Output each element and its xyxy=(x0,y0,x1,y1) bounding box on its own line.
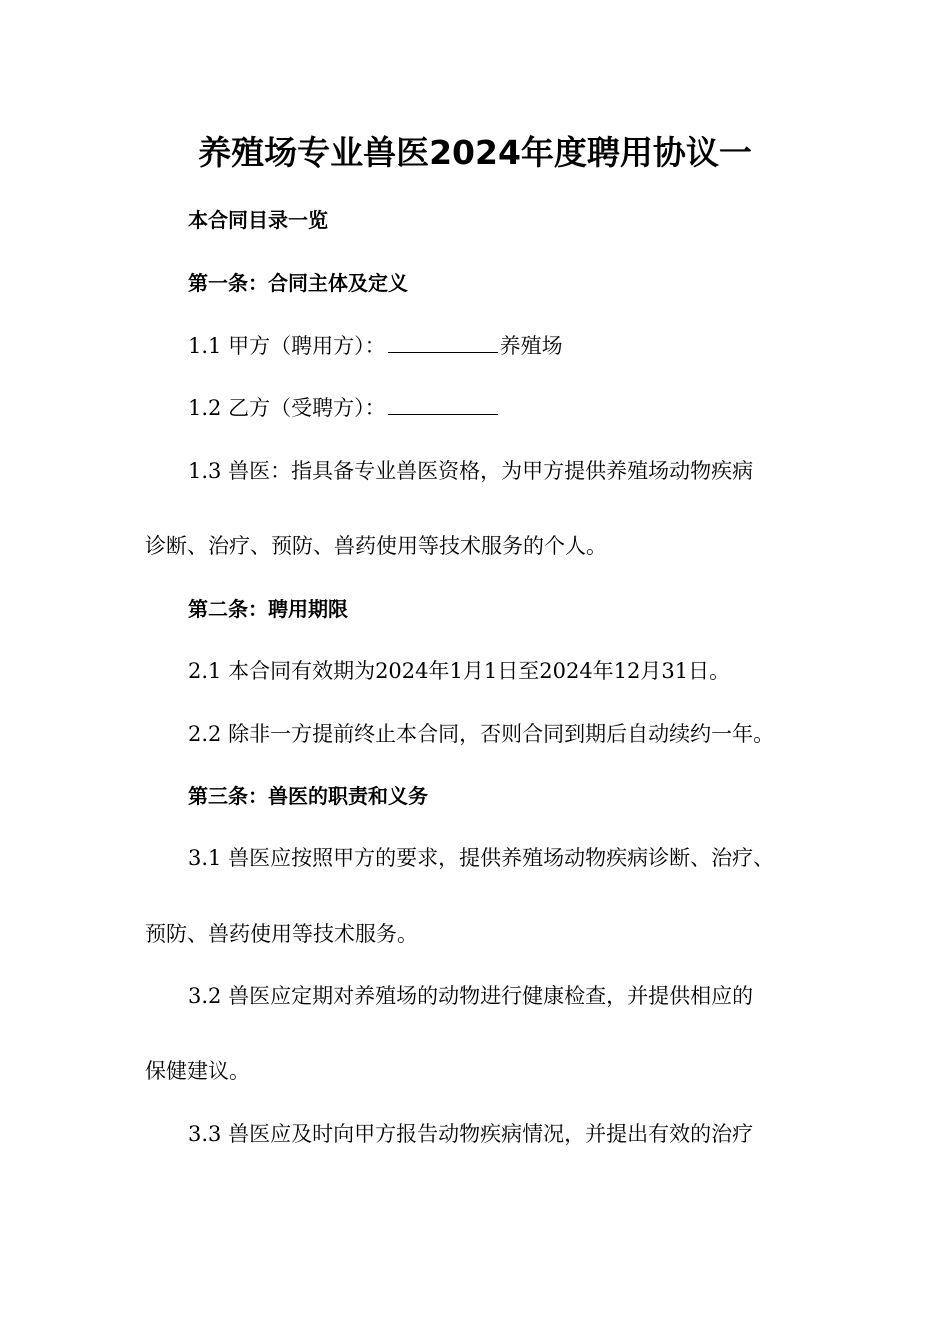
clause-1-2-label: 1.2 乙方（受聘方）： xyxy=(188,396,386,420)
clause-1-1-label: 1.1 甲方（聘用方）： xyxy=(188,334,386,358)
party-b-blank xyxy=(388,392,498,415)
clause-3-2-line-1: 3.2 兽医应定期对养殖场的动物进行健康检查，并提供相应的 xyxy=(188,984,754,1008)
party-a-blank xyxy=(388,330,498,353)
clause-3-2-line-2: 保健建议。 xyxy=(145,1059,250,1083)
article-2-heading: 第二条：聘用期限 xyxy=(188,597,348,621)
clause-3-1-line-2: 预防、兽药使用等技术服务。 xyxy=(145,922,418,946)
article-1-heading: 第一条：合同主体及定义 xyxy=(188,271,408,295)
clause-2-1: 2.1 本合同有效期为2024年1月1日至2024年12月31日。 xyxy=(188,659,731,683)
clause-1-3-line-1: 1.3 兽医：指具备专业兽医资格，为甲方提供养殖场动物疾病 xyxy=(188,459,754,483)
toc-heading: 本合同目录一览 xyxy=(188,208,328,232)
clause-3-3-line-1: 3.3 兽医应及时向甲方报告动物疾病情况，并提出有效的治疗 xyxy=(188,1122,754,1146)
clause-1-1-suffix: 养殖场 xyxy=(499,334,563,358)
document-title: 养殖场专业兽医2024年度聘用协议一 xyxy=(198,133,752,172)
clause-2-2: 2.2 除非一方提前终止本合同，否则合同到期后自动续约一年。 xyxy=(188,722,775,746)
clause-3-1-line-1: 3.1 兽医应按照甲方的要求，提供养殖场动物疾病诊断、治疗、 xyxy=(188,846,775,870)
clause-1-1 xyxy=(188,330,563,362)
article-3-heading: 第三条：兽医的职责和义务 xyxy=(188,784,428,808)
clause-1-3-line-2: 诊断、治疗、预防、兽药使用等技术服务的个人。 xyxy=(145,534,607,558)
clause-1-2 xyxy=(188,392,500,424)
